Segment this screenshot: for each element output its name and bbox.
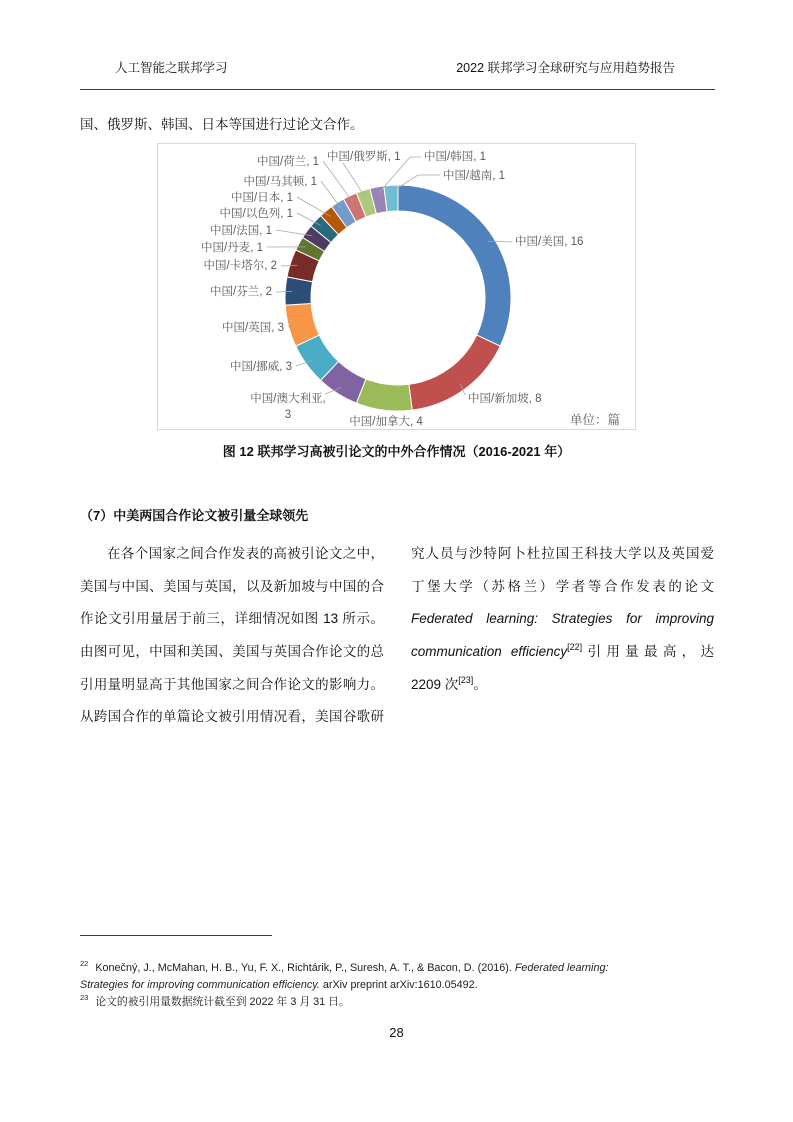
body-column-left — [80, 538, 384, 734]
paper-title-part1: Federated learning: Strategies for improving — [411, 611, 714, 627]
data-label: 中国/法国, 1 — [210, 225, 272, 237]
data-label: 中国/英国, 3 — [222, 322, 284, 334]
data-label: 中国/韩国, 1 — [424, 151, 486, 163]
paragraph-line: 丁堡大学（苏格兰）学者等合作发表的论文 — [411, 578, 714, 594]
leader-line — [343, 163, 365, 197]
footnote-22 — [80, 960, 608, 977]
paragraph-line: 美国与中国、美国与英国，以及新加坡与中国的合 — [80, 578, 384, 594]
donut-segment-1 — [398, 185, 511, 346]
citation-ref-23: [23] — [458, 674, 474, 685]
footnote-text: 论文的被引用量数据统计截至到 2022 年 3 月 31 日。 — [95, 995, 350, 1008]
leader-line — [297, 197, 330, 216]
paragraph-line: 由图可见，中国和美国、美国与英国合作论文的总 — [80, 644, 384, 660]
footnote-22-continued — [80, 977, 608, 994]
data-label: 中国/挪威, 3 — [230, 361, 292, 373]
header-rule — [80, 89, 715, 90]
paragraph-line: 引用量明显高于其他国家之间合作论文的影响力。 — [80, 676, 384, 692]
paragraph-line: 作论文引用量居于前三，详细情况如图 13 所示。 — [80, 611, 384, 627]
paragraph-line: 究人员与沙特阿卜杜拉国王科技大学以及英国爱 — [411, 546, 714, 561]
paper-title-part2: communication efficiency — [411, 644, 568, 660]
paragraph-line: 从跨国合作的单篇论文被引用情况看，美国谷歌研 — [80, 709, 384, 725]
data-label: 中国/加拿大, 4 — [349, 416, 423, 428]
paragraph-text: 引用量最高，达 — [582, 644, 714, 660]
citation-ref-22: [22] — [567, 642, 583, 653]
footnote-rule — [80, 935, 272, 936]
data-label: 中国/日本, 1 — [231, 192, 293, 204]
chart-unit-label: 单位：篇 — [570, 413, 621, 427]
header-report-title: 2022 联邦学习全球研究与应用趋势报告 — [456, 61, 675, 75]
data-label: 中国/美国, 16 — [515, 236, 584, 248]
body-column-right — [411, 538, 714, 701]
data-label: 中国/新加坡, 8 — [468, 393, 542, 405]
figure-caption: 图 12 联邦学习高被引论文的中外合作情况（2016-2021 年） — [222, 444, 571, 459]
data-label: 中国/芬兰, 2 — [210, 286, 272, 298]
data-label: 中国/荷兰, 1 — [257, 156, 319, 168]
data-label: 中国/马其顿, 1 — [243, 176, 317, 188]
footnote-title: Federated learning: — [514, 961, 609, 974]
data-label: 中国/俄罗斯, 1 — [327, 151, 401, 163]
data-label: 中国/卡塔尔, 2 — [203, 260, 277, 272]
footnote-title: Strategies for improving communication efficiency. — [80, 978, 320, 991]
paragraph-line — [411, 603, 714, 636]
data-label: 中国/澳大利亚, 3 — [250, 393, 326, 421]
donut-chart — [157, 143, 636, 430]
footnote-source: arXiv preprint arXiv:1610.05492. — [319, 978, 478, 991]
header-report-series: 人工智能之联邦学习 — [115, 61, 228, 75]
donut-segments — [285, 185, 511, 411]
paragraph-line — [411, 636, 714, 669]
page-number: 28 — [389, 1025, 404, 1040]
leader-line — [321, 181, 341, 209]
citation-count: 2209 次 — [411, 676, 459, 692]
donut-segment-3 — [356, 379, 412, 411]
footnote-authors: Konečný, J., McMahan, H. B., Yu, F. X., Richtárik, P., Suresh, A. T., & Bacon, D. (2016). — [95, 961, 515, 974]
data-label: 中国/越南, 1 — [443, 170, 505, 182]
leader-line — [323, 161, 353, 202]
paragraph-text: 。 — [473, 676, 487, 692]
intro-text-line: 国、俄罗斯、韩国、日本等国进行过论文合作。 — [80, 117, 364, 132]
paragraph-line — [411, 669, 714, 702]
section-heading: （7）中美两国合作论文被引量全球领先 — [80, 508, 309, 523]
data-label: 中国/丹麦, 1 — [201, 242, 263, 254]
footnotes — [80, 960, 608, 1011]
data-label: 中国/以色列, 1 — [219, 208, 293, 220]
footnote-23 — [80, 994, 608, 1011]
footnote-mark: 23 — [80, 992, 89, 1002]
paragraph-line: 在各个国家之间合作发表的高被引论文之中， — [107, 546, 384, 561]
footnote-mark: 22 — [80, 958, 89, 968]
